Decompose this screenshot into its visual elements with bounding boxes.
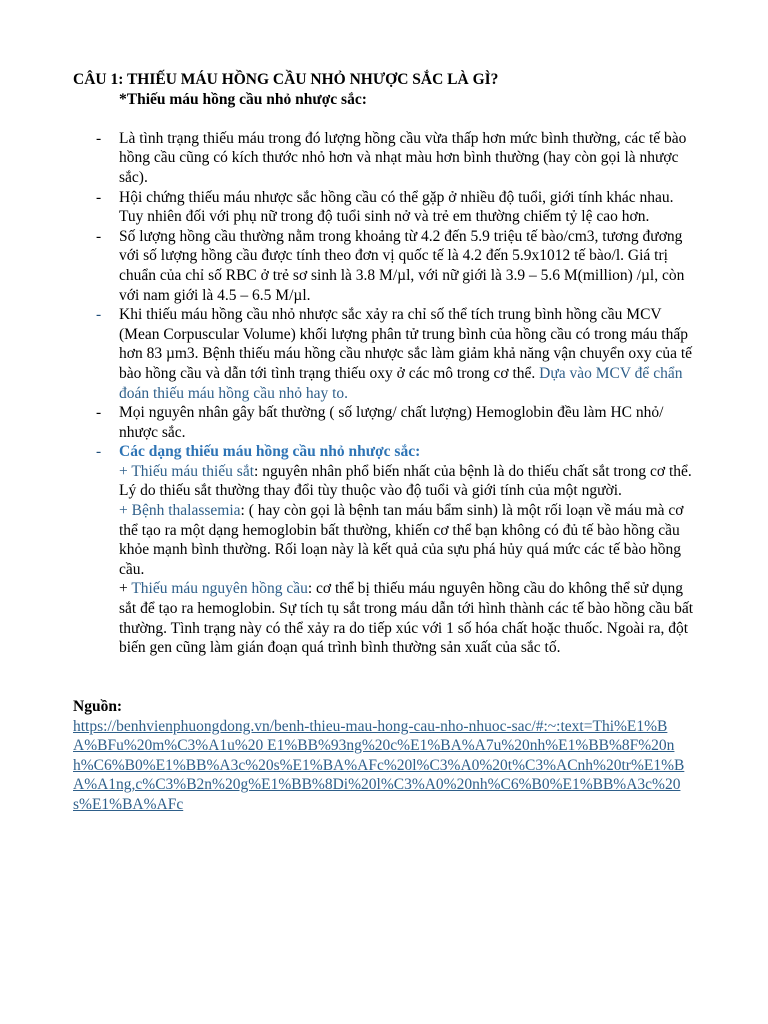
- type-iron-deficiency: [119, 462, 698, 501]
- blank-line: [73, 109, 698, 129]
- dash-marker: -: [96, 188, 102, 206]
- source-link[interactable]: https://benhvienphuongdong.vn/benh-thieu-mau-hong-cau-nho-nhuoc-sac/#:~:text=Thi%E1%BA%BFu%20m%C3%A1u%20 E1%BB%93ng%20c%E1%BA%A7u%20nh%E1%BB%8F%20nh%C6%B0%E1%BB%A3c%20s%E1%BA%AFc%20l%C3%A0%20t%C3%ACnh%20tr%E1%BA%A1ng,c%C3%B2n%20g%E1%BB%8Di%20l%C3%A0%20nh%C6%B0%E1%BB%A3c%20s%E1%BA%AFc: [73, 717, 685, 813]
- dash-marker: -: [96, 227, 102, 245]
- blank-line: [73, 677, 698, 697]
- list-item: [73, 305, 698, 403]
- list-item: [73, 227, 698, 305]
- bullet-list: [73, 129, 698, 658]
- type-description: : ( hay còn gọi là bệnh tan máu bẩm sinh) là một rối loạn về máu mà cơ thể tạo ra một dạng hemoglobin bất thường, khiến cơ thể bạn không có đủ tế bào hồng cầu khỏe mạnh bình thường. Rối loạn này là kết quả của sựu phá hủy quá mức các tế bào hồng cầu.: [119, 502, 684, 578]
- dash-marker: -: [96, 129, 102, 147]
- list-item-text: Là tình trạng thiếu máu trong đó lượng hồng cầu vừa thấp hơn mức bình thường, các tế bào hồng cầu cũng có kích thước nhỏ hơn và nhạt màu hơn bình thường (hay còn gọi là nhược sắc).: [119, 129, 687, 186]
- type-description: : cơ thể bị thiếu máu nguyên hồng cầu do không thể sử dụng sắt để tạo ra hemoglobin. Sự tích tụ sắt trong máu dẫn tới hình thành các tế bào hồng cầu bất thường. Tình trạng này có thể xảy ra do tiếp xúc với 1 số hóa chất hoặc thuốc. Ngoài ra, đột biến gen cũng làm gián đoạn quá trình bình thường sản xuất của sắc tố.: [119, 580, 694, 657]
- blank-line: [73, 658, 698, 678]
- document-page: [73, 70, 698, 815]
- list-item-text: Mọi nguyên nhân gây bất thường ( số lượng/ chất lượng) Hemoglobin đều làm HC nhỏ/ nhược sắc.: [119, 404, 664, 441]
- type-sideroblastic: [119, 579, 698, 657]
- list-item: [73, 403, 698, 442]
- type-thalassemia: [119, 501, 698, 579]
- type-label: Thiếu máu nguyên hồng cầu: [131, 580, 308, 598]
- dash-marker: -: [96, 443, 102, 461]
- dash-marker: -: [96, 306, 102, 324]
- source-block: [73, 697, 698, 815]
- dash-marker: -: [96, 404, 102, 422]
- page-title: CÂU 1: THIẾU MÁU HỒNG CẦU NHỎ NHƯỢC SẮC LÀ GÌ?: [73, 71, 499, 88]
- type-label: + Bệnh thalassemia: [119, 502, 241, 520]
- highlighted-note: Dựa vào MCV để chẩn đoán thiếu máu hồng cầu nhỏ hay to.: [119, 364, 683, 402]
- type-prefix: +: [119, 580, 132, 598]
- types-heading: Các dạng thiếu máu hồng cầu nhỏ nhược sắc:: [119, 443, 421, 461]
- list-item-text: Khi thiếu máu hồng cầu nhỏ nhược sắc xảy ra chỉ số thể tích trung bình hồng cầu MCV (Mean Corpuscular Volume) khối lượng phân tử trung bình của hồng cầu có trong máu thấp hơn 83 µm3. Bệnh thiếu máu hồng cầu nhược sắc làm giảm khả năng vận chuyển oxy của tế bào hồng cầu và dẫn tới tình trạng thiếu oxy ở các mô trong cơ thể.: [119, 306, 693, 382]
- section-subheading: *Thiếu máu hồng cầu nhỏ nhược sắc:: [119, 90, 367, 108]
- type-description: : nguyên nhân phổ biến nhất của bệnh là do thiếu chất sắt trong cơ thể. Lý do thiếu sắt thường thay đổi tùy thuộc vào độ tuổi và giới tính của một người.: [119, 462, 692, 500]
- list-item: [73, 188, 698, 227]
- list-item-text: Số lượng hồng cầu thường nằm trong khoảng từ 4.2 đến 5.9 triệu tế bào/cm3, tương đương với số lượng hồng cầu được tính theo đơn vị quốc tế là 4.2 đến 5.9x1012 tế bào/l. Giá trị chuẩn của chỉ số RBC ở trẻ sơ sinh là 3.8 M/µl, với nữ giới là 3.9 – 5.6 M(million) /µl, còn với nam giới là 4.5 – 6.5 M/µl.: [119, 227, 685, 304]
- source-label: Nguồn:: [73, 698, 123, 715]
- list-item-text: Hội chứng thiếu máu nhược sắc hồng cầu có thể gặp ở nhiều độ tuổi, giới tính khác nhau. Tuy nhiên đối với phụ nữ trong độ tuổi sinh nở và trẻ em thường chiếm tỷ lệ cao hơn.: [119, 188, 674, 226]
- list-item: [73, 442, 698, 658]
- type-label: + Thiếu máu thiếu sắt: [119, 462, 255, 480]
- list-item: [73, 129, 698, 188]
